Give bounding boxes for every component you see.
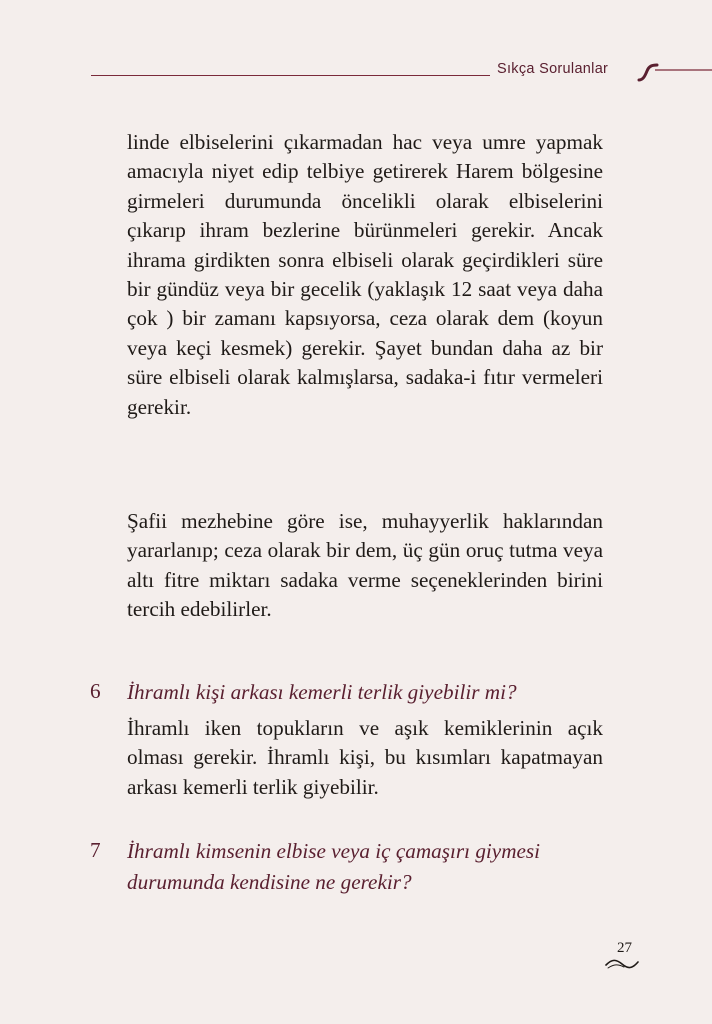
running-header-title: Sıkça Sorulanlar [497, 61, 609, 77]
wave-ornament-icon [604, 956, 640, 970]
question-heading: İhramlı kimsenin elbise veya iç çamaşırı giymesi durumunda kendisine ne gerekir? [127, 839, 541, 894]
question-number: 7 [90, 838, 101, 862]
page-number: 27 [617, 940, 632, 956]
answer-paragraph: İhramlı iken topukların ve aşık kemiklerinin açık olması gerekir. İhramlı kişi, bu kısımları kapatmayan arkası kemerli terlik giyebilir. [127, 716, 603, 799]
header-rule [91, 75, 490, 76]
swash-ornament-icon [637, 62, 712, 82]
body-paragraph: Şafii mezhebine göre ise, muhayyerlik haklarından yararlanıp; ceza olarak bir dem, üç gün oruç tutma veya altı fitre miktarı sadaka verme seçeneklerinden birini tercih edebilirler. [127, 509, 603, 622]
question-number: 6 [90, 679, 101, 703]
question-heading: İhramlı kişi arkası kemerli terlik giyebilir mi? [127, 680, 517, 704]
body-paragraph: linde elbiselerini çıkarmadan hac veya umre yapmak amacıyla niyet edip telbiye getirerek Harem bölgesine girmeleri durumunda öncelikli olarak elbiselerini çıkarıp ihram bezlerine bürünmeleri gerekir. Ancak ihrama girdikten sonra elbiseli olarak geçirdikleri süre bir gündüz veya bir gecelik (yaklaşık 12 saat veya daha çok ) bir zamanı kapsıyorsa, ceza olarak dem (koyun veya keçi kesmek) gerekir. Şayet bundan daha az bir süre elbiseli olarak kalmışlarsa, sadaka-i fıtır vermeleri gerekir. [127, 130, 603, 419]
